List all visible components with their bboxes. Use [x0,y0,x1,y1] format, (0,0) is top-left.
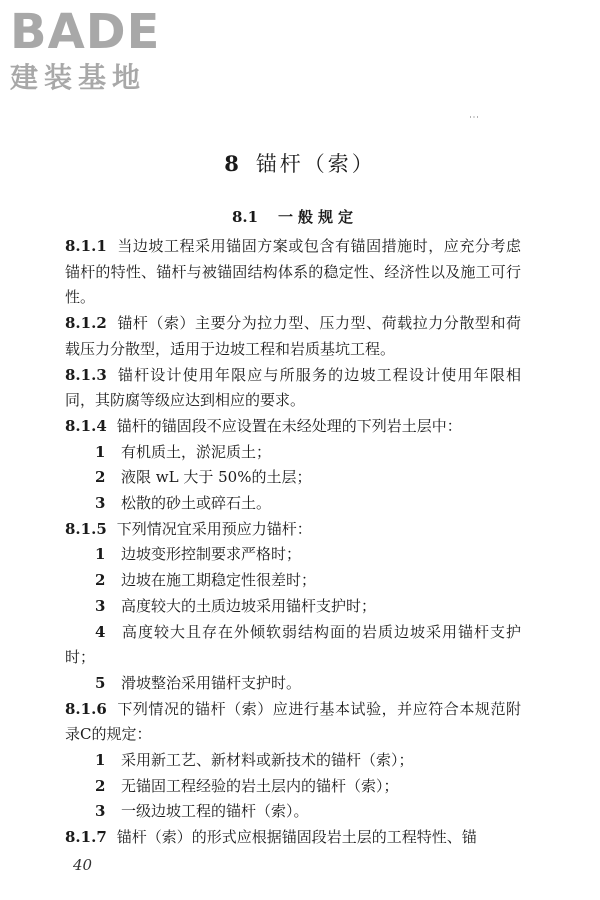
clause-number: 8.1.1 [65,237,107,255]
list-item [65,568,521,594]
list-item [65,465,521,491]
page-mark: ⋮ [468,112,479,120]
list-item [65,491,521,517]
item-number: 1 [95,545,106,564]
list-item [65,620,521,671]
section-number: 8.1 [231,208,259,226]
clause-number: 8.1.4 [65,416,107,435]
logo [10,6,180,94]
clause-8-1-5 [65,517,521,543]
list-item [65,542,521,568]
list-item [65,799,521,825]
clause-8-1-1 [65,234,521,311]
item-number: 2 [95,468,106,487]
clause-text: 当边坡工程采用锚固方案或包含有锚固措施时，应充分考虑锚杆的特性、锚杆与被锚固结构体系的稳定性、经济性以及施工可行性。 [65,237,521,307]
item-text: 一级边坡工程的锚杆（索）。 [121,802,309,821]
clause-text: 锚杆的锚固段不应设置在未经处理的下列岩土层中： [116,416,462,435]
clause-8-1-4 [65,414,521,440]
clause-text: 下列情况宜采用预应力锚杆： [116,519,312,538]
document-body [65,234,521,851]
logo-brand: BADE [10,4,161,60]
item-text: 采用新工艺、新材料或新技术的锚杆（索）； [121,751,414,770]
clause-text: 锚杆（索）主要分为拉力型、压力型、荷载拉力分散型和荷载压力分散型，适用于边坡工程和岩质基坑工程。 [65,314,521,358]
list-item [65,440,521,466]
chapter-name: 锚杆（索） [255,152,376,176]
item-text: 有机质土，淤泥质土； [121,442,272,461]
clause-text: 下列情况的锚杆（索）应进行基本试验，并应符合本规范附录C的规定： [65,699,521,744]
chapter-number: 8 [224,151,242,176]
chapter-title [0,148,600,178]
list-item [65,774,521,800]
item-text: 高度较大的土质边坡采用锚杆支护时； [121,596,377,615]
item-number: 4 [95,622,106,641]
item-number: 1 [95,751,106,770]
item-number: 5 [95,673,106,692]
section-name: 一般规定 [278,208,359,226]
page-number: 40 [73,856,93,874]
clause-number: 8.1.6 [65,699,107,718]
item-text: 高度较大且存在外倾软弱结构面的岩质边坡采用锚杆支护时； [65,622,521,667]
clause-text: 锚杆（索）的形式应根据锚固段岩土层的工程特性、锚 [116,828,477,847]
clause-8-1-2 [65,311,521,362]
clause-number: 8.1.5 [65,519,107,538]
clause-text: 锚杆设计使用年限应与所服务的边坡工程设计使用年限相同，其防腐等级应达到相应的要求。 [65,365,521,410]
item-text: 松散的砂土或碎石土。 [121,494,272,513]
item-text: 边坡在施工期稳定性很差时； [121,571,317,590]
clause-number: 8.1.7 [65,828,107,847]
item-number: 3 [95,596,106,615]
list-item [65,671,521,697]
list-item [65,748,521,774]
section-title [0,206,590,227]
item-text: 滑坡整治采用锚杆支护时。 [121,673,302,692]
item-number: 3 [95,802,106,821]
item-number: 1 [95,442,106,461]
clause-8-1-6 [65,697,521,748]
clause-number: 8.1.2 [65,314,107,333]
item-number: 3 [95,494,106,513]
item-text: 无锚固工程经验的岩土层内的锚杆（索）； [121,776,399,795]
item-number: 2 [95,571,106,590]
list-item [65,594,521,620]
clause-8-1-3 [65,363,521,414]
logo-subtitle: 建装基地 [10,61,147,94]
clause-8-1-7 [65,825,521,851]
item-number: 2 [95,776,106,795]
item-text: 边坡变形控制要求严格时； [121,545,302,564]
clause-number: 8.1.3 [65,365,107,384]
item-text: 液限 wL 大于 50%的土层； [121,468,312,487]
